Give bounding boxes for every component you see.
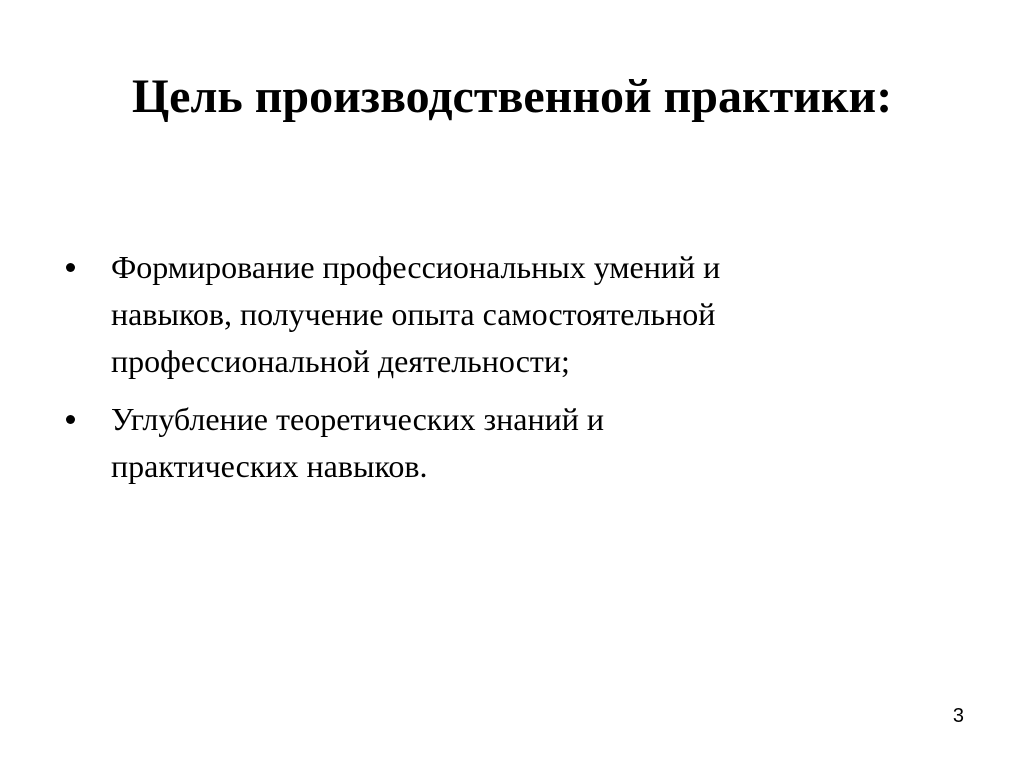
bullet-text-line: Углубление теоретических знаний и (111, 401, 604, 437)
bullet-text-line: Формирование профессиональных умений и (111, 249, 721, 285)
bullet-icon (66, 263, 75, 272)
list-item (66, 244, 966, 385)
page-number: 3 (952, 705, 964, 727)
bullet-list (66, 244, 966, 501)
bullet-text-line: профессиональной деятельности; (111, 343, 570, 379)
bullet-text-line: навыков, получение опыта самостоятельной (111, 296, 716, 332)
slide-title: Цель производственной практики: (131, 70, 893, 123)
list-item (66, 396, 966, 490)
bullet-icon (66, 415, 75, 424)
bullet-text-line: практических навыков. (111, 448, 428, 484)
